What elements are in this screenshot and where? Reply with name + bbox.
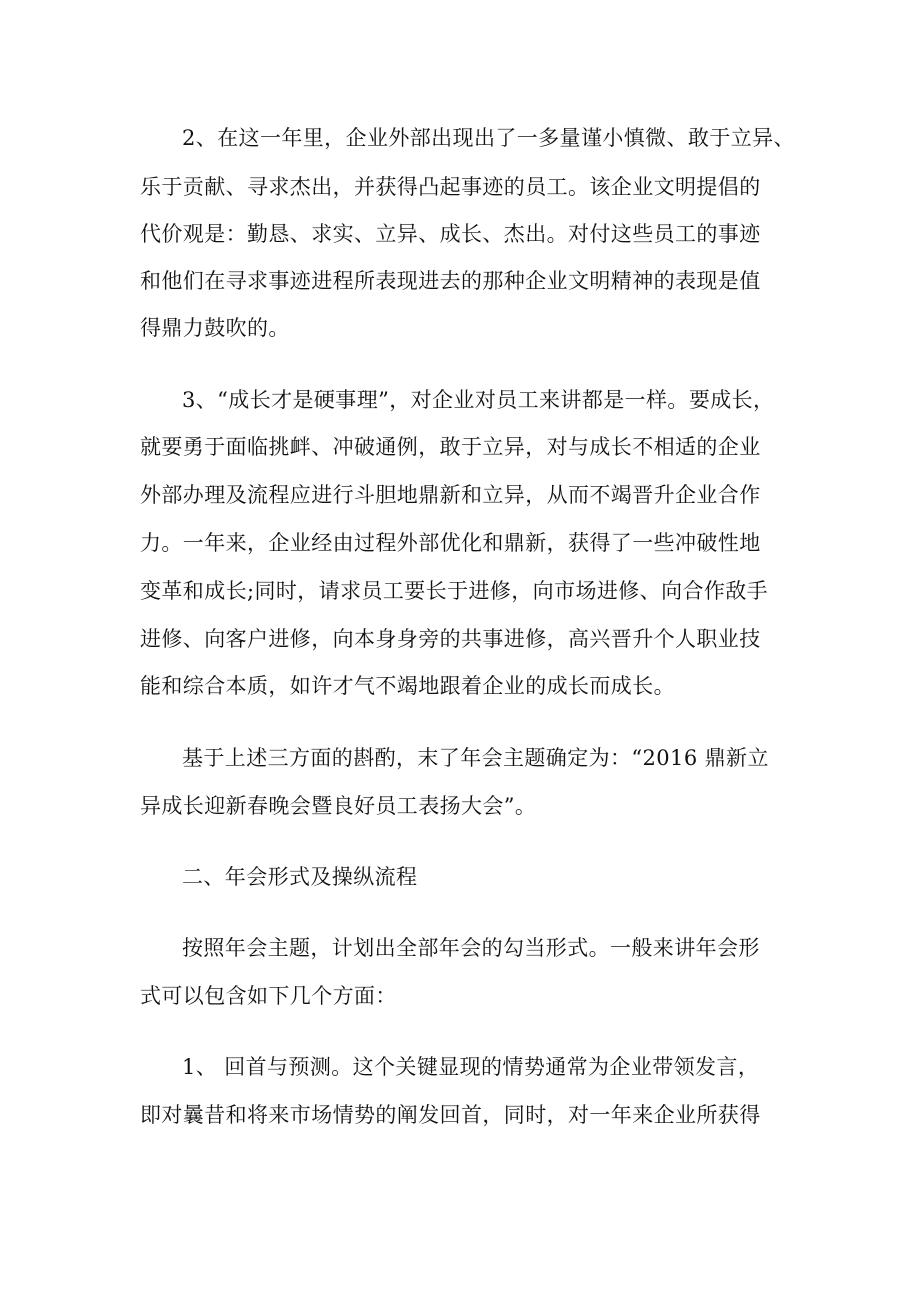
paragraph-3-line-1: 基于上述三方面的斟酌，末了年会主题确定为：“2016 鼎新立 — [182, 746, 769, 770]
paragraph-2-line-6: 进修、向客户进修，向本身身旁的共事进修，高兴晋升个人职业技 — [140, 627, 761, 651]
paragraph-1-line-2: 乐于贡献、寻求杰出，并获得凸起事迹的员工。该企业文明提倡的 — [140, 175, 761, 199]
paragraph-5-line-1: 按照年会主题，计划出全部年会的勾当形式。一般来讲年会形 — [182, 936, 760, 960]
section-heading: 二、年会形式及操纵流程 — [182, 865, 418, 889]
paragraph-1-line-3: 代价观是：勤恳、求实、立异、成长、杰出。对付这些员工的事迹 — [140, 222, 761, 246]
paragraph-5-line-2: 式可以包含如下几个方面： — [140, 984, 397, 1008]
paragraph-1-line-1: 2、在这一年里，企业外部出现出了一多量谨小慎微、敢于立异、 — [182, 126, 795, 150]
paragraph-6-line-2: 即对曩昔和将来市场情势的阐发回首，同时，对一年来企业所获得 — [140, 1103, 761, 1127]
paragraph-2-line-5: 变革和成长;同时，请求员工要长于进修，向市场进修、向合作敌手 — [140, 579, 769, 603]
paragraph-2-line-7: 能和综合本质，如许才气不竭地跟着企业的成长而成长。 — [140, 674, 675, 698]
paragraph-1-line-4: 和他们在寻求事迹进程所表现进去的那种企业文明精神的表现是值 — [140, 269, 761, 293]
paragraph-2-line-1: 3、“成长才是硬事理”，对企业对员工来讲都是一样。要成长， — [182, 388, 775, 412]
paragraph-1-line-5: 得鼎力鼓吹的。 — [140, 316, 290, 340]
paragraph-2-line-2: 就要勇于面临挑衅、冲破通例，敢于立异，对与成长不相适的企业 — [140, 435, 761, 459]
paragraph-2-line-3: 外部办理及流程应进行斗胆地鼎新和立异，从而不竭晋升企业合作 — [140, 483, 761, 507]
paragraph-2-line-4: 力。一年来，企业经由过程外部优化和鼎新，获得了一些冲破性地 — [140, 531, 761, 555]
paragraph-3-line-2: 异成长迎新春晚会暨良好员工表扬大会”。 — [140, 794, 537, 818]
paragraph-6-line-1: 1、 回首与预测。这个关键显现的情势通常为企业带领发言， — [182, 1055, 760, 1079]
